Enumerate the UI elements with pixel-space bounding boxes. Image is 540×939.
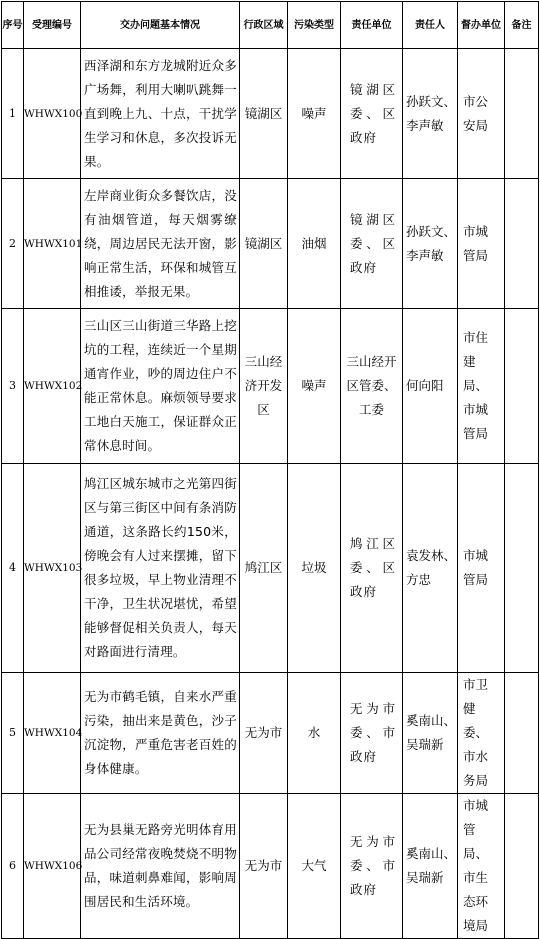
cell-district: 镜湖区 (240, 49, 288, 179)
cell-supervisor: 市卫健委、市水务局 (458, 673, 505, 794)
cell-remarks (505, 179, 539, 309)
cell-description: 左岸商业街众多餐饮店，没有油烟管道，每天烟雾缭绕，周边居民无法开窗，影响正常生活，环保和城管互相推诿，举报无果。 (81, 179, 240, 309)
header-seq: 序号 (2, 2, 24, 49)
cell-responsible-unit: 鸠江区委、区政府 (341, 464, 403, 673)
cell-seq: 6 (2, 794, 24, 939)
cell-id: WHWX103 (24, 464, 81, 673)
cell-supervisor: 市城管局 (458, 179, 505, 309)
cell-district: 鸠江区 (240, 464, 288, 673)
cell-supervisor: 市城管局、市生态环境局 (458, 794, 505, 939)
cell-responsible-person: 何向阳 (403, 309, 458, 464)
cell-seq: 4 (2, 464, 24, 673)
cell-id: WHWX100 (24, 49, 81, 179)
header-row (2, 2, 539, 49)
cell-responsible-person: 奚南山、吴瑞新 (403, 673, 458, 794)
cell-supervisor: 市城管局 (458, 464, 505, 673)
cell-remarks (505, 464, 539, 673)
complaint-table (1, 1, 539, 939)
table-row (2, 49, 539, 179)
header-remarks: 备注 (505, 2, 539, 49)
header-district: 行政区域 (240, 2, 288, 49)
header-responsible-unit: 责任单位 (341, 2, 403, 49)
table-row (2, 794, 539, 939)
cell-supervisor: 市住建局、市城管局 (458, 309, 505, 464)
cell-responsible-person: 孙跃文、李声敏 (403, 179, 458, 309)
cell-description: 西泽湖和东方龙城附近众多广场舞，利用大喇叭跳舞一直到晚上九、十点，干扰学生学习和休息，多次投诉无果。 (81, 49, 240, 179)
header-responsible-person: 责任人 (403, 2, 458, 49)
cell-pollution-type: 噪声 (288, 309, 341, 464)
cell-responsible-person: 袁发林、方忠 (403, 464, 458, 673)
cell-pollution-type: 垃圾 (288, 464, 341, 673)
header-pollution-type: 污染类型 (288, 2, 341, 49)
table-row (2, 309, 539, 464)
header-description: 交办问题基本情况 (81, 2, 240, 49)
cell-responsible-unit: 镜湖区委、区政府 (341, 179, 403, 309)
table-row (2, 179, 539, 309)
cell-responsible-person: 孙跃文、李声敏 (403, 49, 458, 179)
cell-remarks (505, 309, 539, 464)
table-row (2, 673, 539, 794)
cell-description: 鸠江区城东城市之光第四街区与第三街区中间有条消防通道，这条路长约150米，傍晚会有人过来摆摊，留下很多垃圾，早上物业清理不干净，卫生状况堪忧，希望能够督促相关负责人，每天对路面进行清理。 (81, 464, 240, 673)
cell-pollution-type: 噪声 (288, 49, 341, 179)
cell-responsible-unit: 无为市委、市政府 (341, 673, 403, 794)
cell-district: 无为市 (240, 673, 288, 794)
cell-id: WHWX104 (24, 673, 81, 794)
cell-responsible-unit: 无为市委、市政府 (341, 794, 403, 939)
cell-description: 无为市鹤毛镇，自来水严重污染，抽出来是黄色，沙子沉淀物，严重危害老百姓的身体健康。 (81, 673, 240, 794)
cell-id: WHWX102 (24, 309, 81, 464)
header-id: 受理编号 (24, 2, 81, 49)
header-supervisor: 督办单位 (458, 2, 505, 49)
cell-seq: 1 (2, 49, 24, 179)
cell-district: 无为市 (240, 794, 288, 939)
cell-remarks (505, 49, 539, 179)
cell-supervisor: 市公安局 (458, 49, 505, 179)
cell-description: 无为县巢无路旁光明体育用品公司经常夜晚焚烧不明物品，味道刺鼻难闻，影响周围居民和生活环境。 (81, 794, 240, 939)
cell-pollution-type: 水 (288, 673, 341, 794)
cell-district: 镜湖区 (240, 179, 288, 309)
cell-id: WHWX101 (24, 179, 81, 309)
cell-seq: 3 (2, 309, 24, 464)
cell-pollution-type: 大气 (288, 794, 341, 939)
cell-remarks (505, 794, 539, 939)
cell-responsible-unit: 三山经开区管委、工委 (341, 309, 403, 464)
cell-seq: 2 (2, 179, 24, 309)
cell-remarks (505, 673, 539, 794)
cell-district: 三山经济开发区 (240, 309, 288, 464)
cell-seq: 5 (2, 673, 24, 794)
cell-pollution-type: 油烟 (288, 179, 341, 309)
cell-id: WHWX106 (24, 794, 81, 939)
table-row (2, 464, 539, 673)
cell-responsible-unit: 镜湖区委、区政府 (341, 49, 403, 179)
cell-responsible-person: 奚南山、吴瑞新 (403, 794, 458, 939)
cell-description: 三山区三山街道三华路上挖坑的工程，连续近一个星期通宵作业，吵的周边住户不能正常休息。麻烦领导要求工地白天施工，保证群众正常休息时间。 (81, 309, 240, 464)
